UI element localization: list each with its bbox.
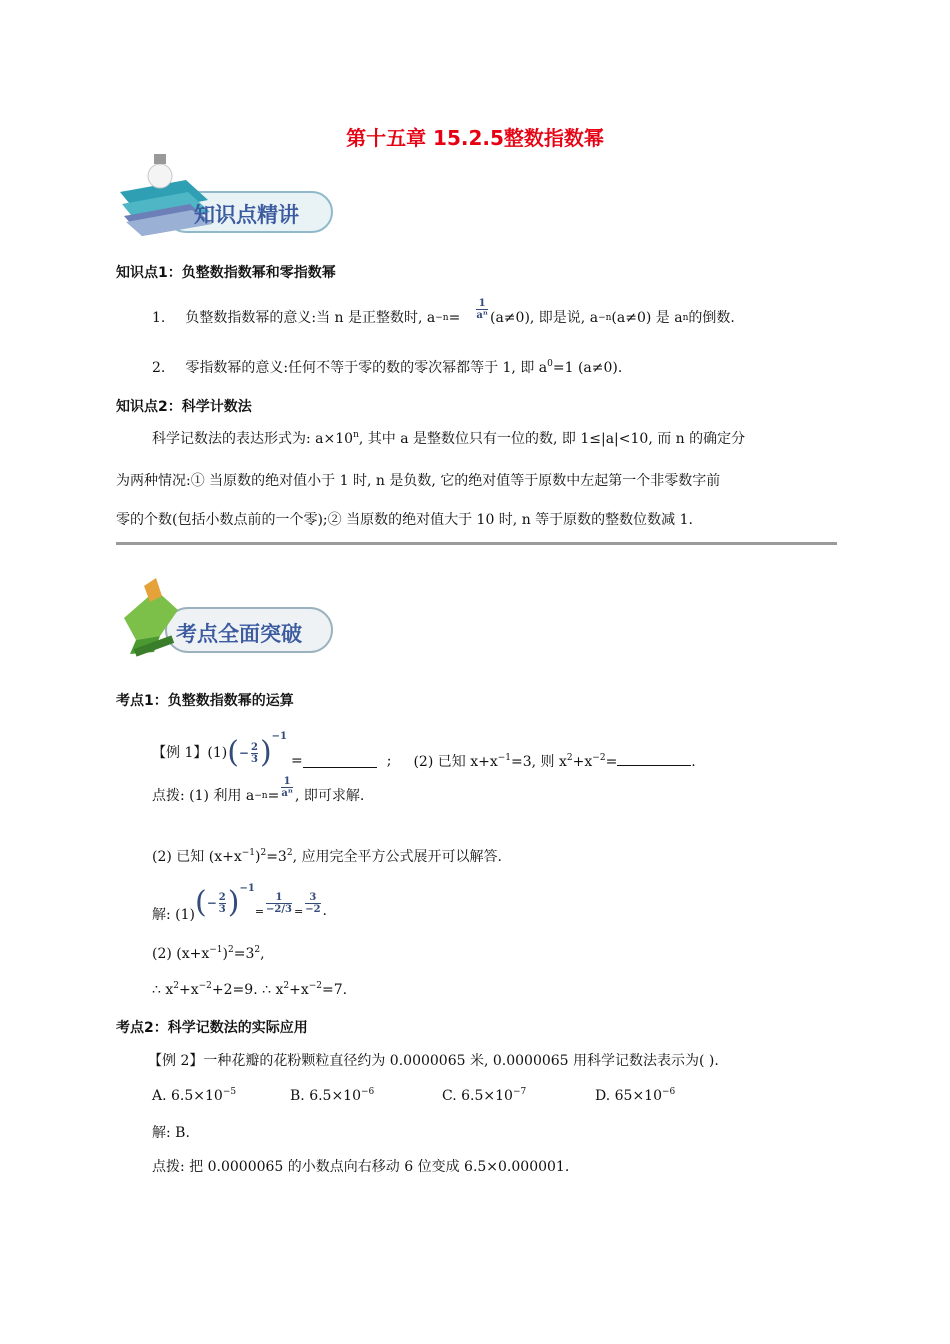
hint-line: (2) 已知 $(x+x^{-1})^2=3^2$, 应用完全平方公式展开可以解答. — [152, 848, 502, 865]
hint-line: 点拨: (1) 利用 a −n = 1 aⁿ , 即可求解. — [152, 776, 365, 804]
banner-label: 知识点精讲 — [194, 203, 299, 227]
paren-expression: ( − 2 3 ) −1 — [195, 883, 255, 920]
paren-expression: ( − 2 3 ) −1 — [227, 731, 288, 770]
divider — [116, 542, 837, 545]
answer-blank — [303, 755, 377, 768]
section-banner-knowledge — [116, 152, 336, 238]
banner-label: 考点全面突破 — [176, 622, 302, 646]
solution-line: (2) $(x+x^{-1})^2=3^2$, — [152, 945, 265, 962]
solution-line: 解: (1) ( − 2 3 ) −1 = 1 −2/3 = 3 −2 . — [152, 883, 327, 923]
section-heading: 知识点2：科学计数法 — [116, 399, 252, 415]
example-1: 【例 1】(1) ( − 2 3 ) −1 = ; (2) 已知 $x+x^{-1}=3$, 则 $x^2+x^{-2}=$ . — [152, 731, 696, 770]
page-title: 第十五章 15.2.5整数指数幂 — [346, 126, 604, 150]
option-d: D. $65\times 10^{-6}$ — [595, 1087, 676, 1104]
solution-line: 解: B. — [152, 1125, 190, 1141]
definition-item-1: 1. 负整数指数幂的意义:当 n 是正整数时, a −n = 1 aⁿ (a≠0), 即是说, a −n (a≠0) 是 a n 的倒数. — [152, 298, 735, 326]
definition-item-2: 2. 零指数幂的意义:任何不等于零的数的零次幂都等于 1, 即 $a^0=1$ (a≠0). — [152, 359, 623, 376]
paragraph-line: 科学记数法的表达形式为: $a\times 10^n$, 其中 a 是整数位只有一位的数, 即 1≤|a|<10, 而 n 的确定分 — [152, 430, 746, 447]
fraction: 1 −2/3 — [266, 891, 292, 915]
hint-line: 点拨: 把 0.0000065 的小数点向右移动 6 位变成 6.5×0.000001. — [152, 1159, 570, 1175]
solution-line: ∴ $x^2+x^{-2}+2=9$. ∴ $x^2+x^{-2}=7$. — [152, 981, 348, 998]
section-heading: 考点2：科学记数法的实际应用 — [116, 1020, 308, 1036]
paragraph-line: 为两种情况:① 当原数的绝对值小于 1 时, n 是负数, 它的绝对值等于原数中左起第一个非零数字前 — [116, 473, 721, 489]
fraction: 1 aⁿ — [281, 776, 293, 799]
section-heading: 考点1：负整数指数幂的运算 — [116, 693, 294, 709]
option-b: B. $6.5\times 10^{-6}$ — [290, 1087, 375, 1104]
example-2: 【例 2】一种花瓣的花粉颗粒直径约为 0.0000065 米, 0.0000065 用科学记数法表示为( ). — [148, 1053, 719, 1069]
answer-blank — [617, 753, 691, 766]
section-banner-exam — [116, 578, 336, 664]
section-heading: 知识点1：负整数指数幂和零指数幂 — [116, 265, 336, 281]
fraction: 1 aⁿ — [476, 298, 488, 321]
fraction: 3 −2 — [305, 891, 321, 915]
paragraph-line: 零的个数(包括小数点前的一个零);② 当原数的绝对值大于 10 时, n 等于原数的整数位数减 1. — [116, 512, 693, 528]
option-a: A. $6.5\times 10^{-5}$ — [152, 1087, 237, 1104]
option-c: C. $6.5\times 10^{-7}$ — [442, 1087, 527, 1104]
